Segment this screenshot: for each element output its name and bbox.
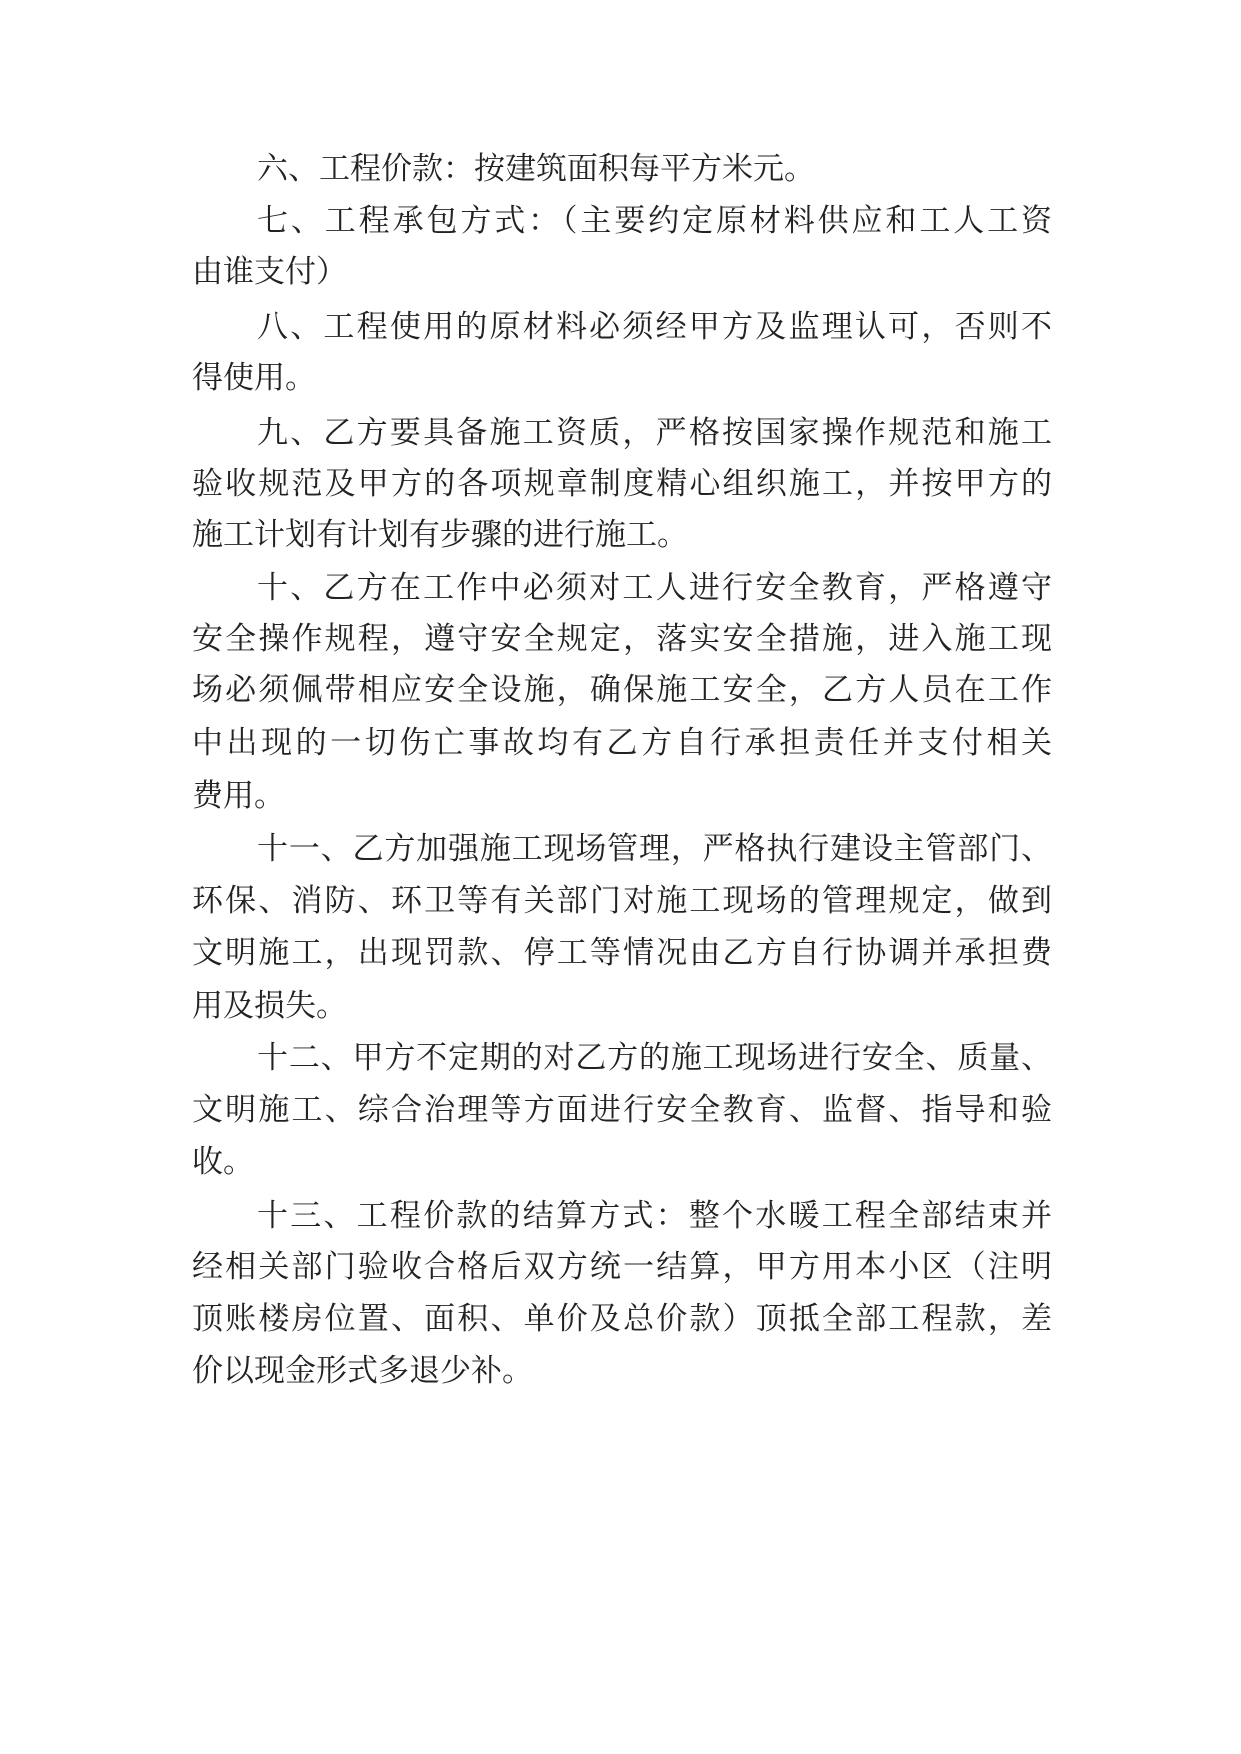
clause-11-line-3: 文明施工，出现罚款、停工等情况由乙方自行协调并承担费 (192, 935, 1052, 971)
clause-13-line-1: 十三、工程价款的结算方式：整个水暖工程全部结束并 (257, 1198, 1052, 1234)
clause-7-line-2: 由谁支付） (192, 254, 347, 290)
clause-13-line-4: 价以现金形式多退少补。 (192, 1353, 533, 1389)
clause-11-line-4: 用及损失。 (192, 988, 347, 1024)
clause-10-line-5: 费用。 (192, 778, 285, 814)
clause-7-line-1: 七、工程承包方式：（主要约定原材料供应和工人工资 (257, 203, 1052, 239)
clause-10-line-1: 十、乙方在工作中必须对工人进行安全教育，严格遵守 (257, 570, 1052, 606)
clause-11-line-2: 环保、消防、环卫等有关部门对施工现场的管理规定，做到 (192, 883, 1052, 919)
clause-13-line-2: 经相关部门验收合格后双方统一结算，甲方用本小区（注明 (192, 1249, 1052, 1285)
clause-9-line-2: 验收规范及甲方的各项规章制度精心组织施工，并按甲方的 (192, 466, 1052, 502)
clause-12-line-3: 收。 (192, 1144, 254, 1180)
clause-12-line-1: 十二、甲方不定期的对乙方的施工现场进行安全、质量、 (257, 1040, 1052, 1076)
clause-10-line-3: 场必须佩带相应安全设施，确保施工安全，乙方人员在工作 (192, 672, 1052, 708)
clause-9-line-3: 施工计划有计划有步骤的进行施工。 (192, 517, 688, 553)
clause-13-line-3: 顶账楼房位置、面积、单价及总价款）顶抵全部工程款，差 (192, 1301, 1052, 1337)
clause-8-line-1: 八、工程使用的原材料必须经甲方及监理认可，否则不 (257, 309, 1052, 345)
clause-8-line-2: 得使用。 (192, 360, 316, 396)
clause-6-line-1: 六、工程价款：按建筑面积每平方米元。 (257, 151, 815, 187)
clause-12-line-2: 文明施工、综合治理等方面进行安全教育、监督、指导和验 (192, 1092, 1052, 1128)
clause-10-line-4: 中出现的一切伤亡事故均有乙方自行承担责任并支付相关 (192, 725, 1052, 761)
clause-10-line-2: 安全操作规程，遵守安全规定，落实安全措施，进入施工现 (192, 621, 1052, 657)
clause-9-line-1: 九、乙方要具备施工资质，严格按国家操作规范和施工 (257, 415, 1052, 451)
clause-11-line-1: 十一、乙方加强施工现场管理，严格执行建设主管部门、 (257, 831, 1052, 867)
